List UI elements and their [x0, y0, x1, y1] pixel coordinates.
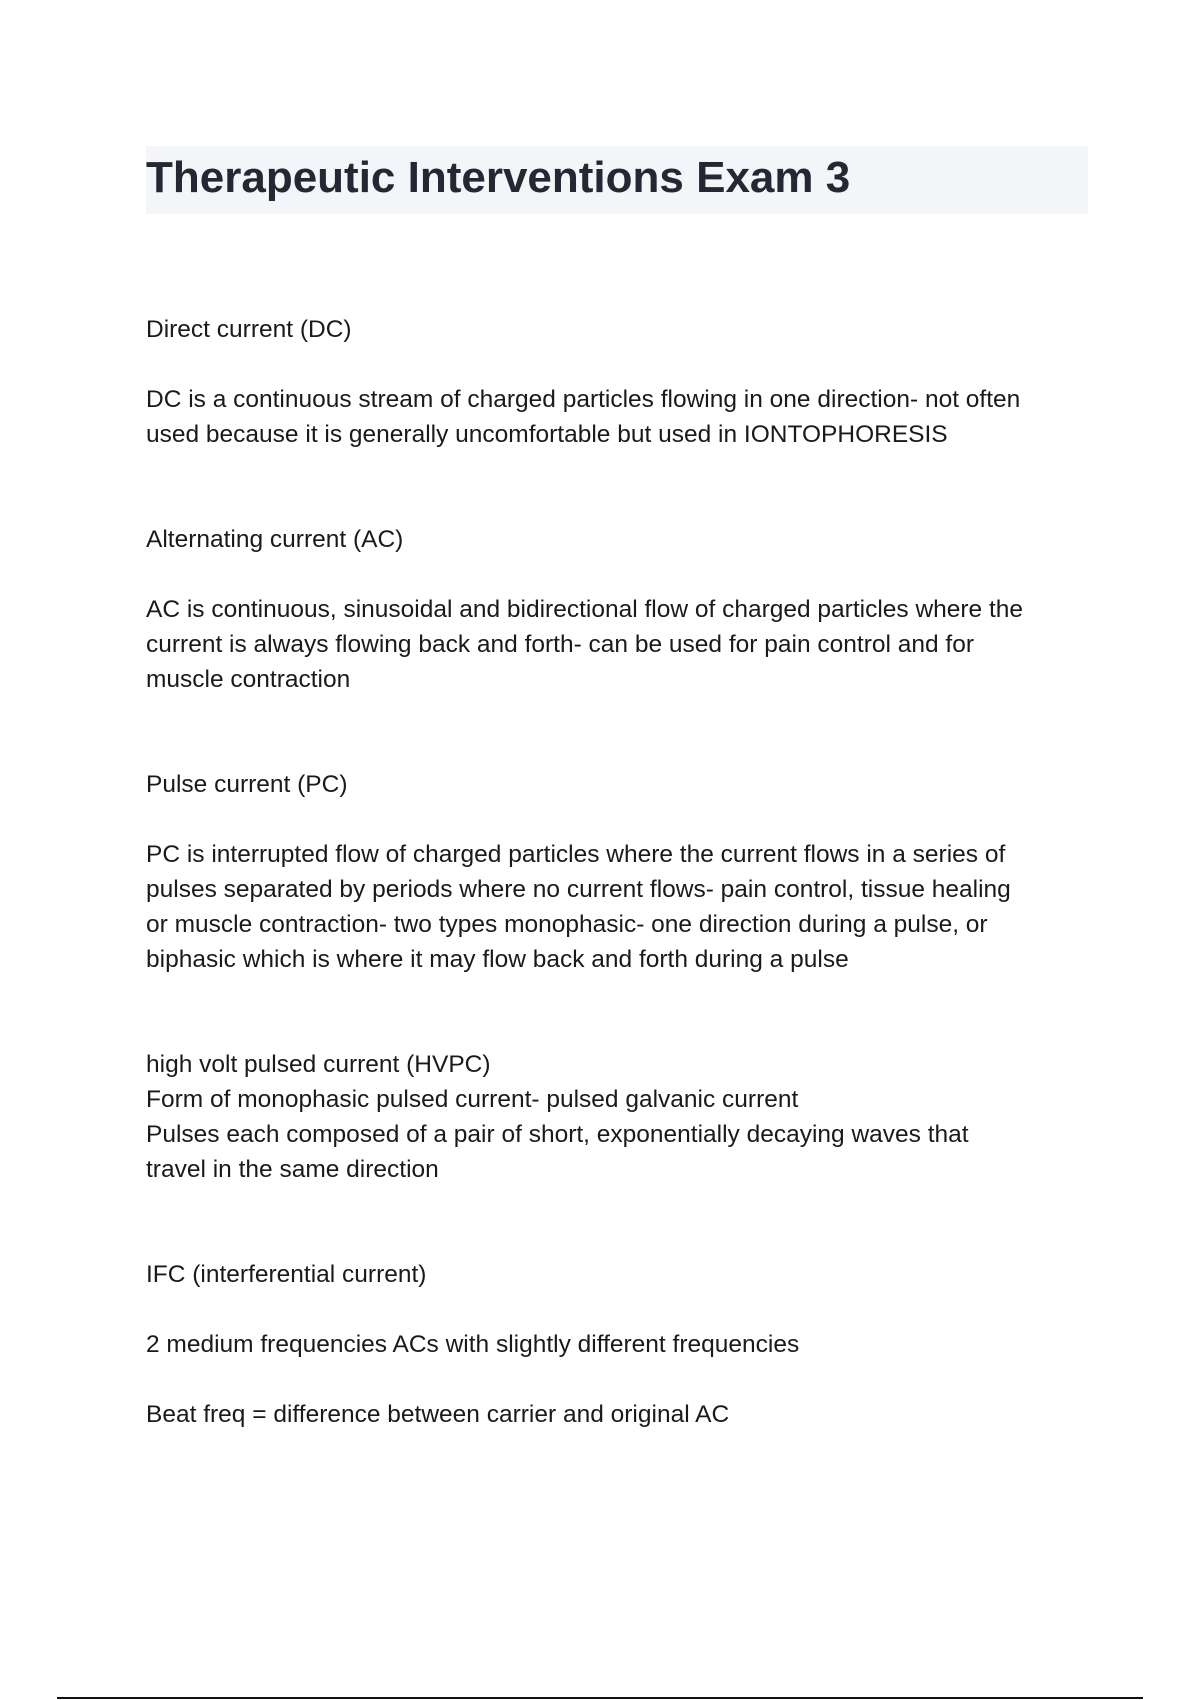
definition-line: biphasic which is where it may flow back and forth during a pulse: [146, 946, 849, 973]
card-term-pc: Pulse current (PC): [146, 771, 348, 798]
definition-line: 2 medium frequencies ACs with slightly different frequencies: [146, 1331, 800, 1358]
page-title: Therapeutic Interventions Exam 3: [146, 153, 851, 202]
definition-line: current is always flowing back and forth- can be used for pain control and for: [146, 631, 974, 658]
card-definition-pc: [146, 837, 1096, 977]
card-definition-dc: [146, 382, 1096, 452]
footer-divider: [57, 1697, 1143, 1699]
card-term-dc: Direct current (DC): [146, 316, 352, 343]
definition-line: muscle contraction: [146, 666, 351, 693]
card-definition-ifc: [146, 1327, 1096, 1362]
definition-line: used because it is generally uncomfortable but used in IONTOPHORESIS: [146, 421, 948, 448]
card-definition-hvpc: [146, 1082, 1096, 1187]
definition-line: PC is interrupted flow of charged particles where the current flows in a series of: [146, 841, 1006, 868]
definition-line: Form of monophasic pulsed current- pulsed galvanic current: [146, 1086, 799, 1113]
card-term-hvpc: high volt pulsed current (HVPC): [146, 1051, 491, 1078]
definition-line: or muscle contraction- two types monophasic- one direction during a pulse, or: [146, 911, 988, 938]
definition-line: AC is continuous, sinusoidal and bidirectional flow of charged particles where the: [146, 596, 1024, 623]
definition-line: Pulses each composed of a pair of short, exponentially decaying waves that: [146, 1121, 969, 1148]
definition-line: pulses separated by periods where no current flows- pain control, tissue healing: [146, 876, 1011, 903]
definition-line: travel in the same direction: [146, 1156, 439, 1183]
card-definition-ac: [146, 592, 1096, 697]
card-term-ac: Alternating current (AC): [146, 526, 404, 553]
definition-line: DC is a continuous stream of charged particles flowing in one direction- not often: [146, 386, 1021, 413]
card-term-ifc: IFC (interferential current): [146, 1261, 427, 1288]
flashcard-list: [146, 312, 1096, 1432]
definition-line-extra: Beat freq = difference between carrier and original AC: [146, 1401, 730, 1428]
